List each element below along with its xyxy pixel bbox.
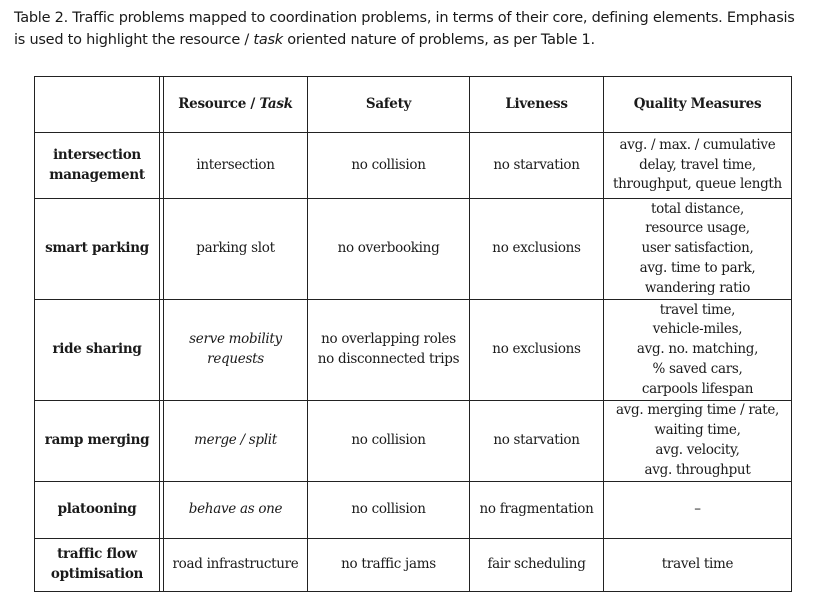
table-row xyxy=(35,199,792,300)
table-header-row xyxy=(35,77,792,133)
cell-line: no starvation xyxy=(493,156,580,173)
row-quality-cell xyxy=(604,133,792,199)
cell-line: no starvation xyxy=(493,432,580,449)
cell-line: user satisfaction, xyxy=(641,240,754,257)
cell-line: no overlapping roles xyxy=(321,331,456,348)
header-liveness: Liveness xyxy=(470,77,604,133)
table-row xyxy=(35,133,792,199)
row-resource-task-cell xyxy=(164,401,308,482)
cell-line: avg. velocity, xyxy=(655,442,740,458)
cell-line: avg. no. matching, xyxy=(636,341,759,358)
cell-line: behave as one xyxy=(188,501,283,518)
cell-line: no fragmentation xyxy=(479,501,594,518)
row-resource-task-cell xyxy=(164,300,308,401)
cell-line: fair scheduling xyxy=(487,556,586,573)
cell-line: waiting time, xyxy=(654,422,741,439)
cell-line: % saved cars, xyxy=(652,360,743,377)
row-problem-cell xyxy=(35,539,160,592)
row-liveness-cell xyxy=(470,482,604,539)
row-resource-task-cell xyxy=(164,539,308,592)
cell-line: serve mobility xyxy=(189,331,282,348)
caption-text-prefix: Table 2. Traffic problems mapped to coordination problems, in terms of their core, defining elements. Emphasis is used to highlight the resource / xyxy=(14,10,795,48)
cell-line: avg. throughput xyxy=(644,461,751,478)
row-safety-cell xyxy=(308,482,470,539)
table-row xyxy=(35,482,792,539)
row-resource-task-cell xyxy=(164,133,308,199)
cell-line: avg. / max. / cumulative xyxy=(619,136,776,153)
table-row xyxy=(35,300,792,401)
row-liveness-cell xyxy=(470,539,604,592)
cell-line: carpools lifespan xyxy=(641,380,754,397)
row-quality-cell xyxy=(604,539,792,592)
row-safety-cell xyxy=(308,199,470,300)
header-task-label: Task xyxy=(259,95,293,112)
row-liveness-cell xyxy=(470,133,604,199)
cell-line: ramp merging xyxy=(44,432,150,449)
table-caption xyxy=(14,7,804,51)
header-resource-task xyxy=(164,77,308,133)
cell-line: no exclusions xyxy=(492,341,581,358)
cell-line: management xyxy=(49,166,145,183)
row-liveness-cell xyxy=(470,199,604,300)
header-resource-label: Resource / xyxy=(178,95,260,112)
row-liveness-cell xyxy=(470,300,604,401)
cell-line: resource usage, xyxy=(645,220,750,237)
cell-line: no collision xyxy=(351,156,426,173)
traffic-problems-table xyxy=(34,76,792,592)
cell-line: avg. merging time / rate, xyxy=(615,402,780,419)
row-quality-cell xyxy=(604,401,792,482)
cell-line: intersection xyxy=(53,146,141,163)
row-safety-cell xyxy=(308,300,470,401)
cell-line: no disconnected trips xyxy=(317,351,460,367)
row-resource-task-cell xyxy=(164,199,308,300)
cell-line: road infrastructure xyxy=(172,556,299,573)
header-problem xyxy=(35,77,160,133)
cell-line: no collision xyxy=(351,432,426,449)
row-problem-cell xyxy=(35,300,160,401)
cell-line: intersection xyxy=(196,156,275,173)
cell-line: no overbooking xyxy=(337,240,440,257)
row-quality-cell xyxy=(604,199,792,300)
row-problem-cell xyxy=(35,482,160,539)
cell-line: requests xyxy=(207,351,264,367)
row-liveness-cell xyxy=(470,401,604,482)
cell-line: smart parking xyxy=(45,240,149,257)
cell-line: traffic flow xyxy=(57,546,137,563)
row-problem-cell xyxy=(35,199,160,300)
cell-line: no exclusions xyxy=(492,240,581,257)
cell-line: – xyxy=(694,501,701,518)
cell-line: travel time, xyxy=(659,301,736,318)
cell-line: delay, travel time, xyxy=(639,156,756,173)
cell-line: optimisation xyxy=(50,566,144,582)
cell-line: no traffic jams xyxy=(341,556,436,573)
cell-line: total distance, xyxy=(650,200,745,217)
row-problem-cell xyxy=(35,133,160,199)
row-safety-cell xyxy=(308,133,470,199)
row-quality-cell xyxy=(604,300,792,401)
row-safety-cell xyxy=(308,539,470,592)
cell-line: throughput, queue length xyxy=(613,176,782,193)
table-row xyxy=(35,401,792,482)
cell-line: parking slot xyxy=(196,240,275,257)
cell-line: avg. time to park, xyxy=(639,259,756,276)
row-problem-cell xyxy=(35,401,160,482)
cell-line: no collision xyxy=(351,501,426,518)
cell-line: platooning xyxy=(57,501,137,518)
row-safety-cell xyxy=(308,401,470,482)
caption-text-suffix: oriented nature of problems, as per Table 1. xyxy=(282,32,595,48)
cell-line: ride sharing xyxy=(52,341,142,358)
header-quality-measures: Quality Measures xyxy=(604,77,792,133)
cell-line: wandering ratio xyxy=(644,279,751,296)
table-row xyxy=(35,539,792,592)
caption-emphasis-task: task xyxy=(253,32,283,48)
row-resource-task-cell xyxy=(164,482,308,539)
cell-line: vehicle-miles, xyxy=(652,321,743,338)
cell-line: merge / split xyxy=(194,432,277,449)
cell-line: travel time xyxy=(661,556,734,573)
header-safety: Safety xyxy=(308,77,470,133)
row-quality-cell xyxy=(604,482,792,539)
